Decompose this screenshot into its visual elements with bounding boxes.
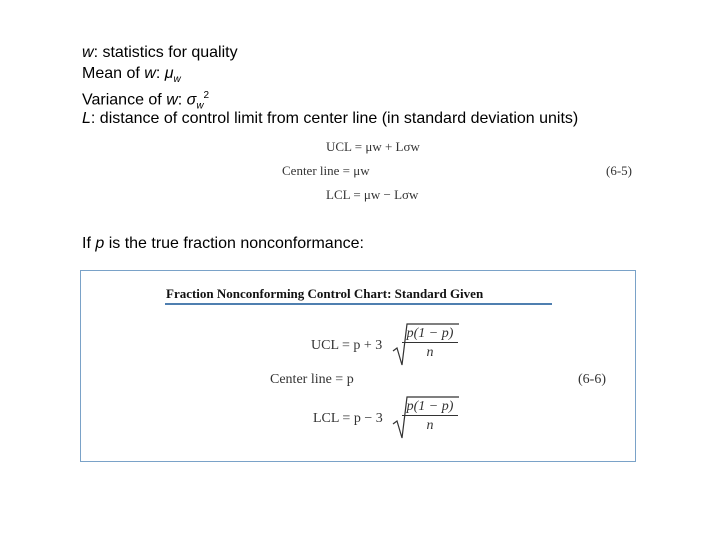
ucl-fraction bbox=[402, 326, 458, 361]
lcl-numerator: p(1 − p) bbox=[402, 399, 458, 416]
intro-line-w: w: statistics for quality bbox=[82, 44, 238, 61]
equation-number-6-6: (6-6) bbox=[578, 372, 606, 387]
equation-number-6-5: (6-5) bbox=[606, 163, 632, 178]
center-line-p: Center line = p bbox=[270, 372, 354, 387]
ucl-general-equation: UCL = μw + Lσw bbox=[326, 139, 420, 154]
ucl-lhs: UCL = p + 3 bbox=[311, 338, 383, 353]
ucl-numerator: p(1 − p) bbox=[402, 326, 458, 343]
lcl-general-equation: LCL = μw − Lσw bbox=[326, 187, 419, 202]
lcl-denominator: n bbox=[426, 418, 434, 433]
fraction-box-title: Fraction Nonconforming Control Chart: Standard Given bbox=[166, 286, 484, 301]
intro-line-distance: L: distance of control limit from center line (in standard deviation units) bbox=[82, 110, 579, 127]
condition-text: If p is the true fraction nonconformance: bbox=[82, 235, 364, 252]
lcl-fraction bbox=[402, 399, 458, 434]
intro-line-mean: Mean of w: $\mu_w$ bbox=[82, 65, 181, 86]
ucl-denominator: n bbox=[426, 345, 434, 360]
center-line-general-equation: Center line = μw bbox=[282, 163, 370, 178]
intro-line-variance: Variance of w: $\sigma_w^2$ bbox=[82, 90, 210, 112]
lcl-lhs: LCL = p − 3 bbox=[313, 411, 383, 426]
title-underline bbox=[165, 303, 552, 305]
